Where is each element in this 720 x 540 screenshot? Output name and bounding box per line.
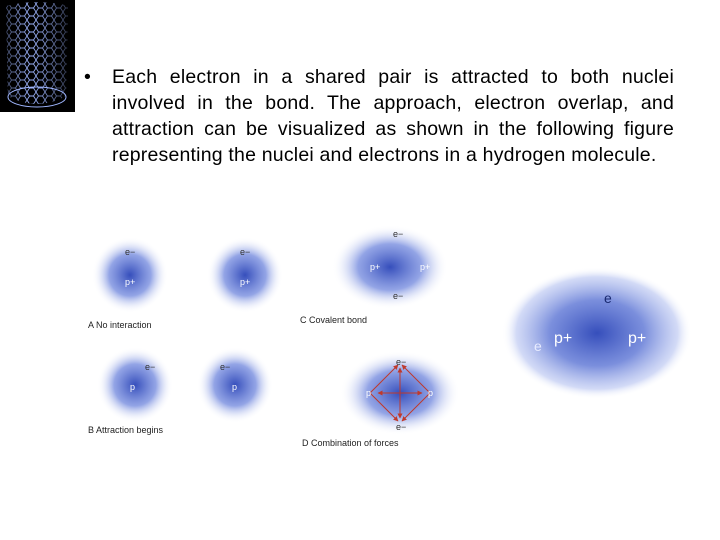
- bullet-text: Each electron in a shared pair is attracted to both nuclei involved in the bond. The approach, electron overlap, and attraction can be visualized as shown in the following figure representing the nuclei and electrons in a hydrogen molecule.: [112, 66, 674, 166]
- electron-label: e−: [145, 362, 156, 372]
- shared-electron-cloud: [332, 225, 448, 309]
- proton-label: p: [366, 388, 372, 398]
- electron-label: e−: [393, 229, 404, 239]
- panel-d-caption: D Combination of forces: [302, 438, 399, 448]
- proton-label: p+: [370, 262, 381, 272]
- electron-label: e−: [125, 247, 136, 257]
- electron-label: e−: [240, 247, 251, 257]
- panel-b: [88, 347, 273, 435]
- panel-a: [88, 237, 283, 330]
- proton-label: p: [428, 388, 434, 398]
- proton-label: p+: [240, 277, 251, 287]
- electron-label: e: [534, 338, 542, 354]
- proton-label: p+: [554, 330, 573, 347]
- hydrogen-bond-figure: [80, 215, 480, 455]
- electron-label: e−: [396, 422, 407, 432]
- shared-electron-cloud: [502, 267, 692, 399]
- panel-a-caption: A No interaction: [88, 320, 152, 330]
- electron-label: e−: [396, 357, 407, 367]
- electron-label: e−: [220, 362, 231, 372]
- proton-label: p+: [420, 262, 431, 272]
- bullet-point: [84, 64, 674, 168]
- proton-label: p+: [628, 330, 647, 347]
- hydrogen-molecule-diagram: [500, 265, 695, 400]
- proton-label: p+: [125, 277, 136, 287]
- panel-c-caption: C Covalent bond: [300, 315, 368, 325]
- nanotube-icon: [0, 0, 75, 112]
- bullet-dot: •: [84, 66, 91, 88]
- electron-label: e−: [393, 291, 404, 301]
- panel-b-caption: B Attraction begins: [88, 425, 164, 435]
- panel-d: [302, 351, 460, 448]
- proton-label: p: [130, 382, 136, 392]
- proton-label: p: [232, 382, 238, 392]
- panel-c: [300, 225, 448, 325]
- electron-label: e: [604, 290, 612, 306]
